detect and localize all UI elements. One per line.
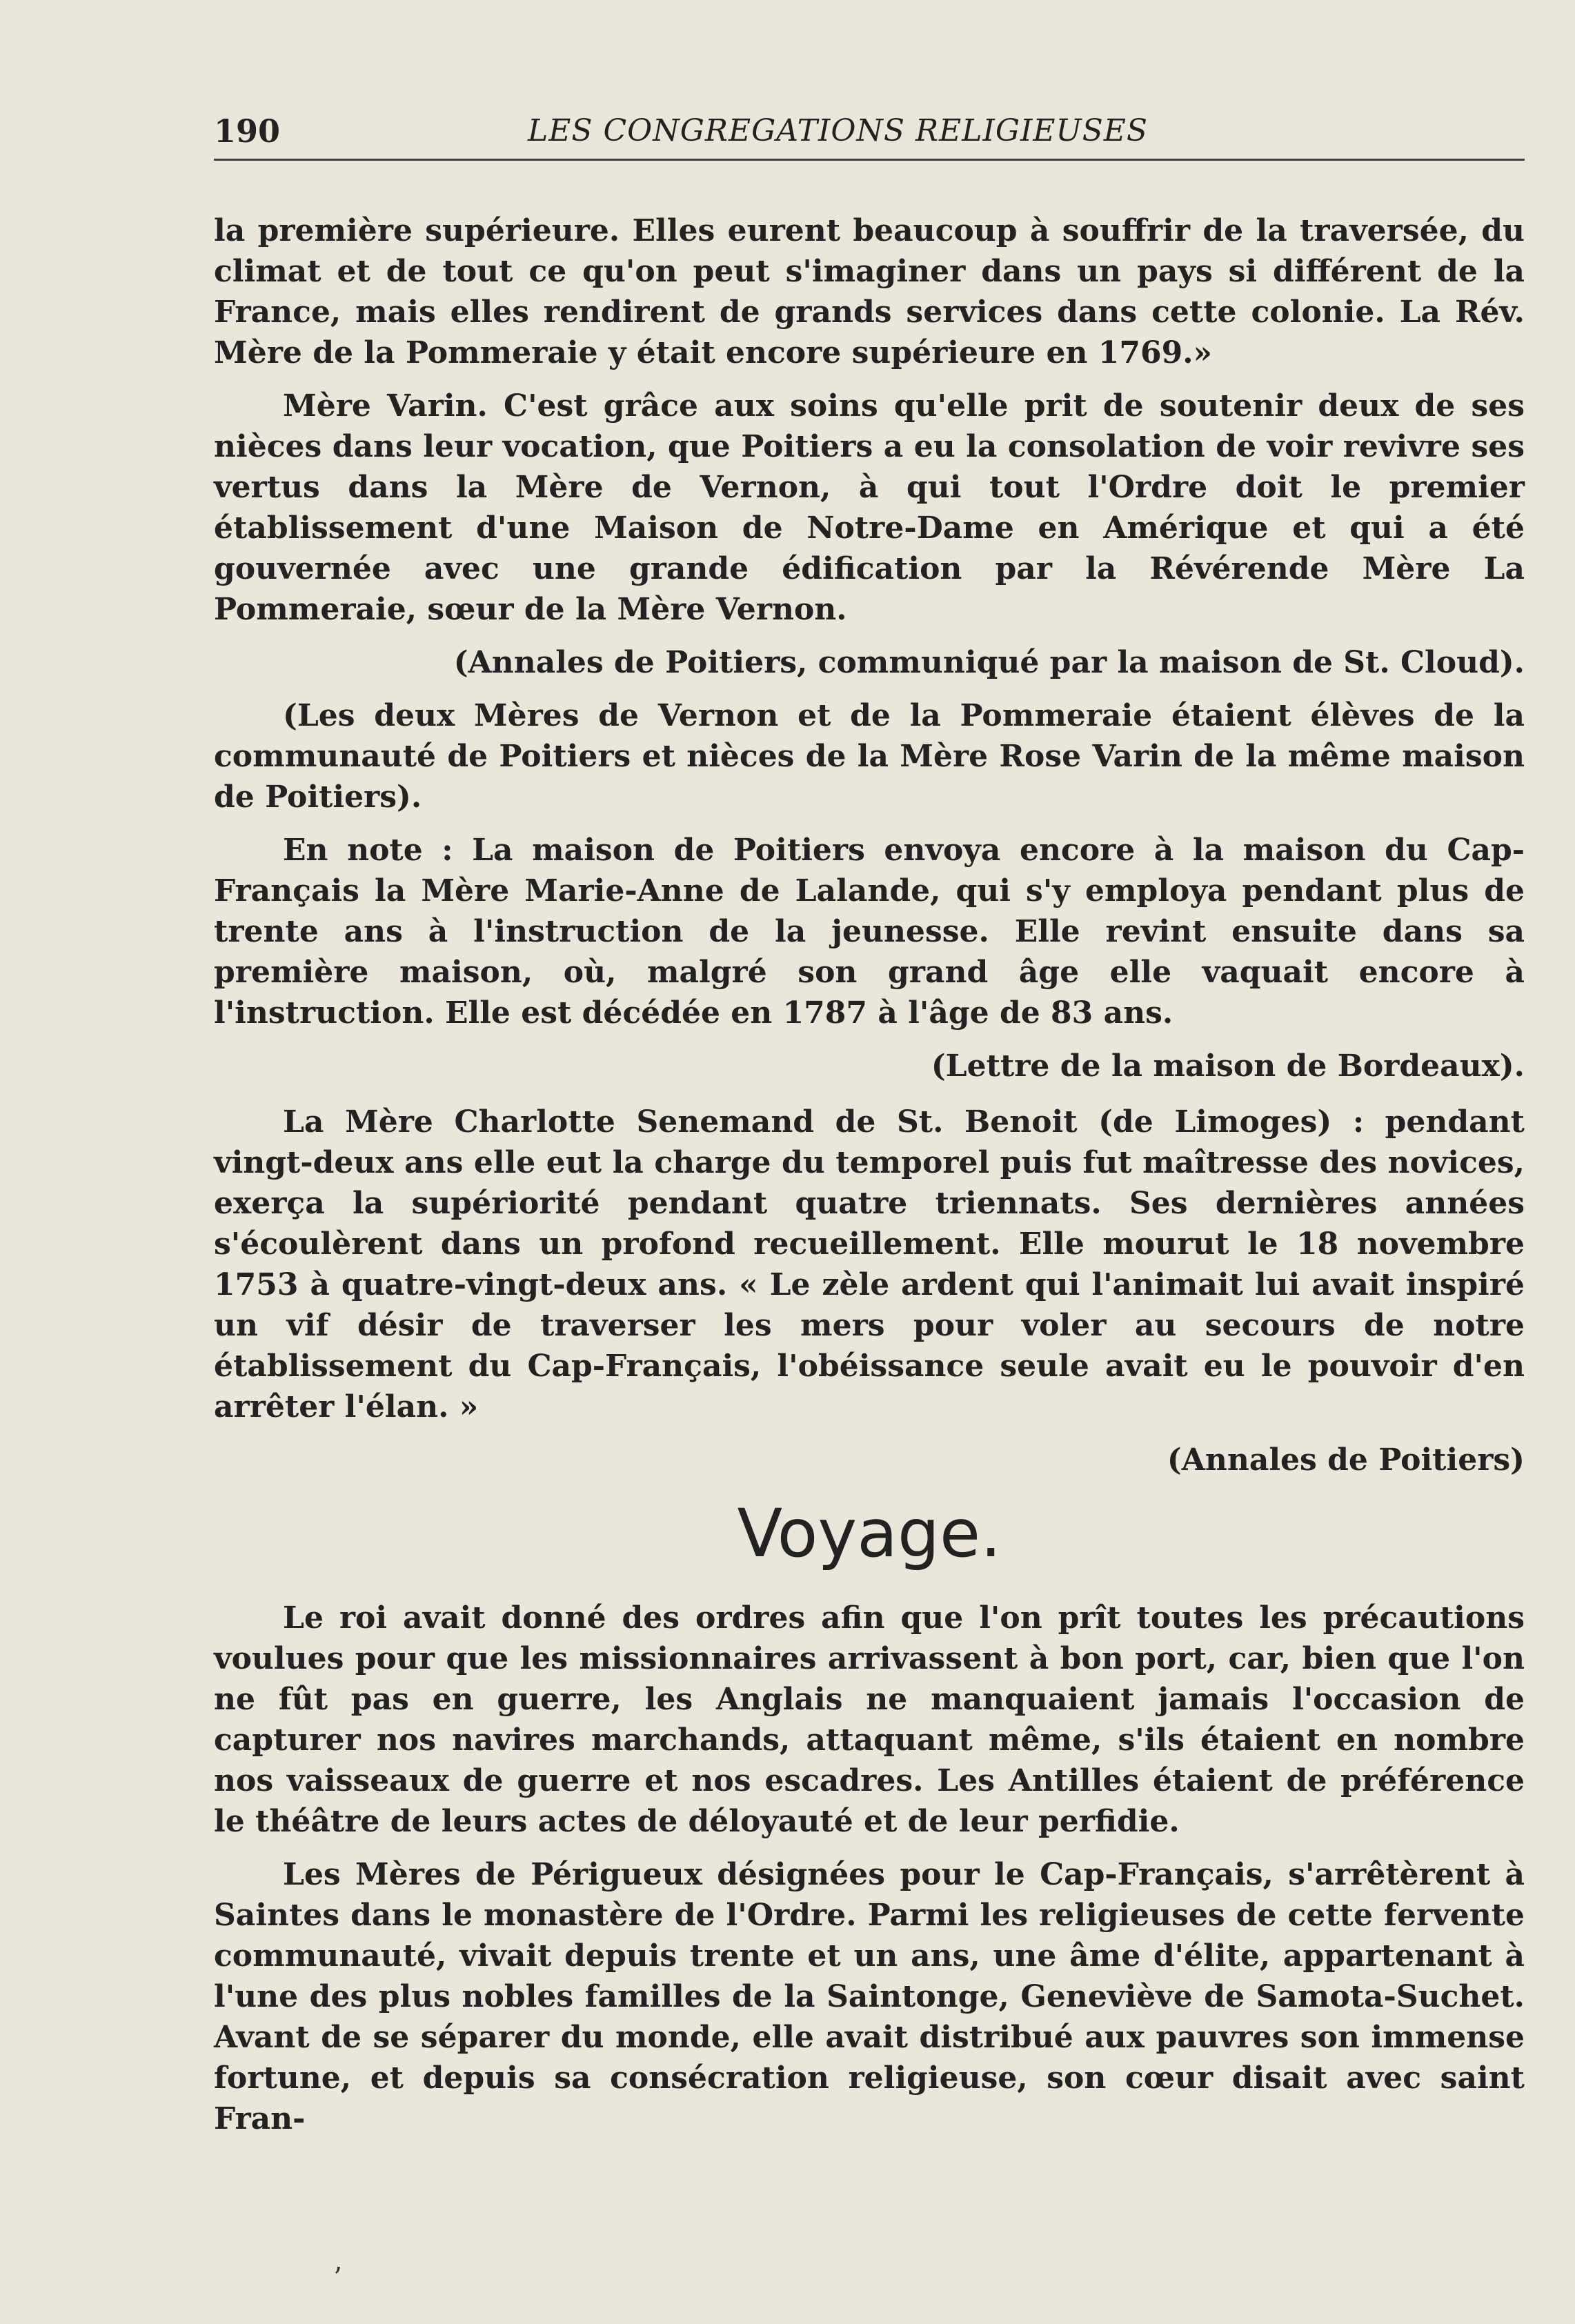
- paragraph-deux-meres: (Les deux Mères de Vernon et de la Pommeraie étaient élèves de la communauté de Poitiers et nièces de la Mère Rose Varin de la même maison de Poitiers).: [214, 698, 1525, 815]
- citation-lettre-bordeaux: (Lettre de la maison de Bordeaux).: [931, 1049, 1525, 1084]
- paragraph-en-note: En note : La maison de Poitiers envoya encore à la maison du Cap-Français la Mère Marie-Anne de Lalande, qui s'y employa pendant plus de trente ans à l'instruction de la jeunesse. Elle revint ensuite dans sa première maison, où, malgré son grand âge elle vaquait encore à l'instruction. Elle est décédée en 1787 à l'âge de 83 ans.: [214, 833, 1525, 1031]
- paragraph-charlotte-senemand: La Mère Charlotte Senemand de St. Benoit (de Limoges) : pendant vingt-deux ans elle eut la charge du temporel puis fut maîtresse des novices, exerça la supériorité pendant quatre triennats. Ses dernières années s'écoulèrent dans un profond recueillement. Elle mourut le 18 novembre 1753 à quatre-vingt-deux ans. « Le zèle ardent qui l'animait lui avait inspiré un vif désir de traverser les mers pour voler au secours de notre établissement du Cap-Français, l'obéissance seule avait eu le pouvoir d'en arrêter l'élan. »: [214, 1104, 1525, 1424]
- running-title: LES CONGREGATIONS RELIGIEUSES: [528, 113, 1149, 148]
- stray-mark: ʼ: [333, 2263, 341, 2294]
- paragraph-mere-varin: Mère Varin. C'est grâce aux soins qu'elle prit de soutenir deux de ses nièces dans leur vocation, que Poitiers a eu la consolation de voir revivre ses vertus dans la Mère de Vernon, à qui tout l'Ordre doit le premier établissement d'une Maison de Notre-Dame en Amérique et qui a été gouvernée avec une grande édification par la Révérende Mère La Pommeraie, sœur de la Mère Vernon.: [214, 388, 1525, 627]
- paragraph-le-roi: Le roi avait donné des ordres afin que l'on prît toutes les précautions voulues pour que les missionnaires arrivassent à bon port, car, bien que l'on ne fût pas en guerre, les Anglais ne manquaient jamais l'occasion de capturer nos navires marchands, attaquant même, s'ils étaient en nombre nos vaisseaux de guerre et nos escadres. Les Antilles étaient de préférence le théâtre de leurs actes de déloyauté et de leur perfidie.: [214, 1600, 1525, 1839]
- page-number: 190: [214, 112, 281, 150]
- citation-annales-poitiers-st-cloud: (Annales de Poitiers, communiqué par la maison de St. Cloud).: [453, 645, 1525, 680]
- section-heading: Voyage.: [737, 1495, 1002, 1572]
- page-header: [214, 103, 1525, 161]
- paragraph-continuation: la première supérieure. Elles eurent beaucoup à souffrir de la traversée, du climat et de tout ce qu'on peut s'imaginer dans un pays si différent de la France, mais elles rendirent de grands services dans cette colonie. La Rév. Mère de la Pommeraie y était encore supérieure en 1769.»: [214, 213, 1525, 370]
- page-body: [214, 210, 1525, 2152]
- paragraph-meres-perigueux: Les Mères de Périgueux désignées pour le Cap-Français, s'arrêtèrent à Saintes dans le monastère de l'Ordre. Parmi les religieuses de cette fervente communauté, vivait depuis trente et un ans, une âme d'élite, appartenant à l'une des plus nobles familles de la Saintonge, Geneviève de Samota-Suchet. Avant de se séparer du monde, elle avait distribué aux pauvres son immense fortune, et depuis sa consécration religieuse, son cœur disait avec saint Fran-: [214, 1857, 1525, 2136]
- citation-annales-poitiers: (Annales de Poitiers): [1167, 1442, 1525, 1478]
